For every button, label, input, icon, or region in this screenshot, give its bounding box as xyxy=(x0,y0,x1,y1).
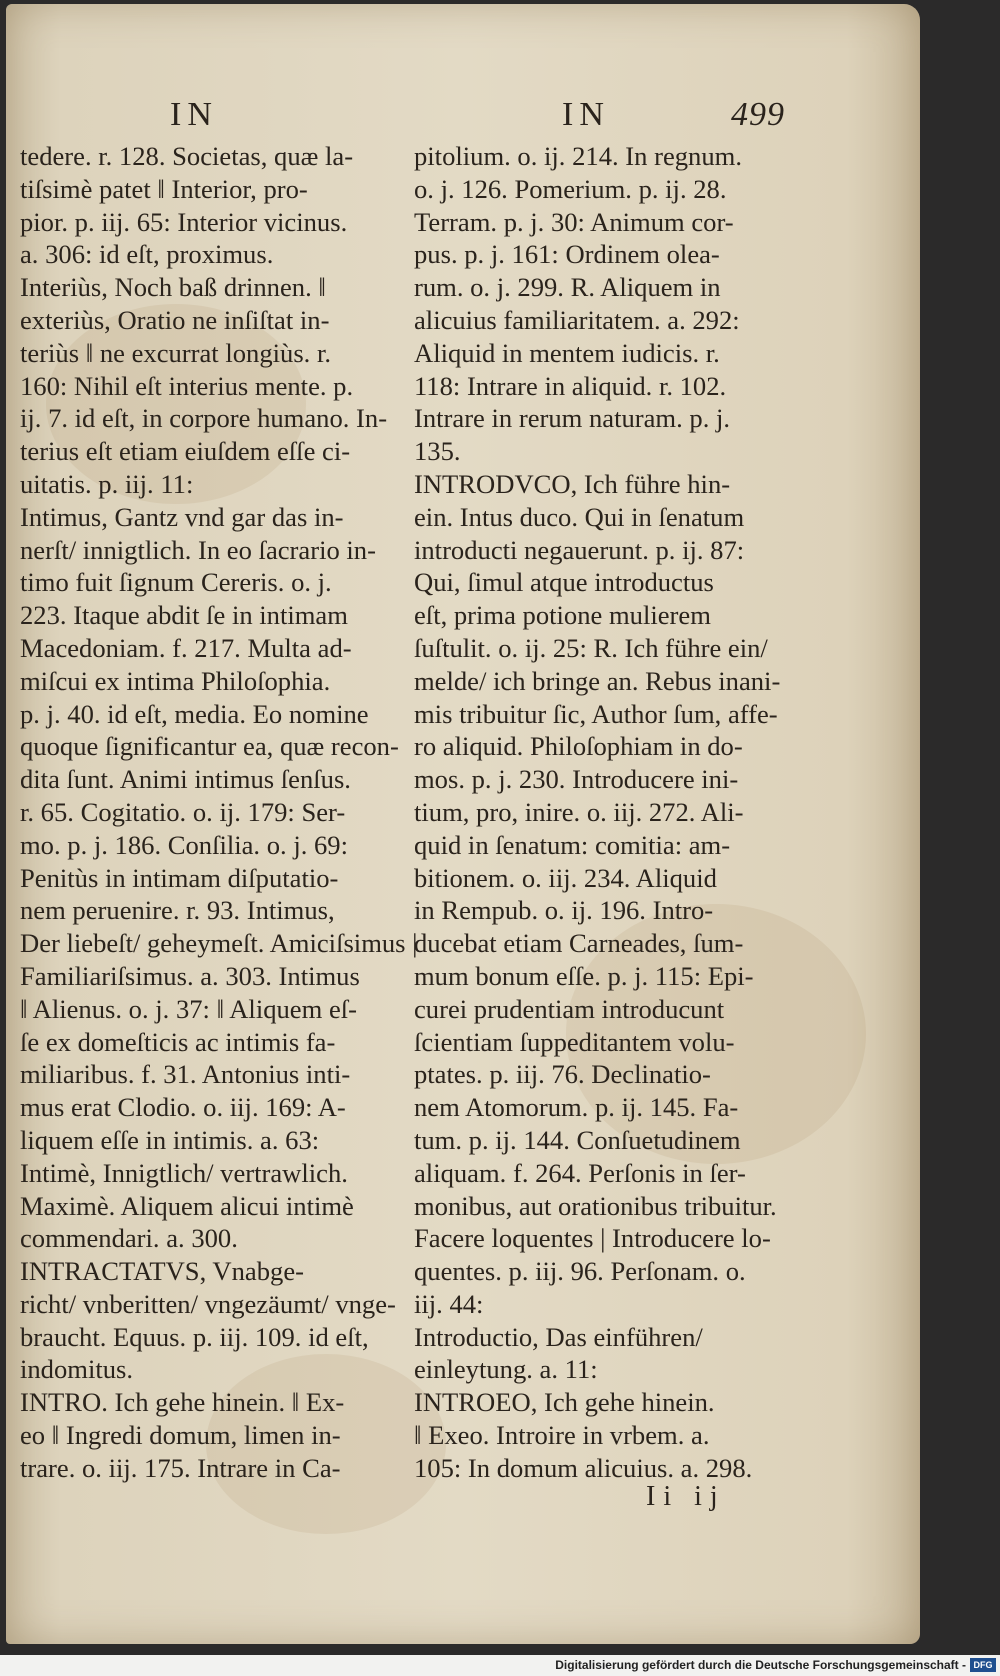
text-line: tium, pro, inire. o. iij. 272. Ali- xyxy=(414,796,744,827)
text-line: INTRO. Ich gehe hinein. ǁ Ex- xyxy=(20,1387,345,1418)
text-line: Intrare in rerum naturam. p. j. xyxy=(414,403,731,434)
header-right-letters: IN xyxy=(562,96,610,133)
text-line: INTRACTATVS, Vnabge- xyxy=(20,1256,304,1287)
text-line: alicuius familiaritatem. a. 292: xyxy=(414,304,740,335)
text-line: mus erat Clodio. o. iij. 169: A- xyxy=(20,1092,346,1123)
text-line: miliaribus. f. 31. Antonius inti- xyxy=(20,1059,351,1090)
text-line: curei prudentiam introducunt xyxy=(414,993,725,1024)
text-line: ǁ Alienus. o. j. 37: ǁ Aliquem eſ- xyxy=(20,993,357,1024)
text-line: tum. p. ij. 144. Conſuetudinem xyxy=(414,1124,741,1155)
text-line: liquem eſſe in intimis. a. 63: xyxy=(20,1124,320,1155)
header-left-letters: IN xyxy=(170,96,218,133)
text-line: ducebat etiam Carneades, ſum- xyxy=(414,928,744,959)
text-line: 105: In domum alicuius. a. 298. xyxy=(414,1452,753,1483)
text-line: ſe ex domeſticis ac intimis fa- xyxy=(20,1026,336,1057)
text-line: ein. Intus duco. Qui in ſenatum xyxy=(414,501,745,532)
text-line: Terram. p. j. 30: Animum cor- xyxy=(414,206,734,237)
text-line: dita ſunt. Animi intimus ſenſus. xyxy=(20,764,351,795)
footer-bar xyxy=(0,1655,1000,1676)
text-line: Intimè, Innigtlich/ vertrawlich. xyxy=(20,1157,348,1188)
text-line: commendari. a. 300. xyxy=(20,1223,238,1254)
text-line: uitatis. p. iij. 11: xyxy=(20,468,194,499)
text-line: rum. o. j. 299. R. Aliquem in xyxy=(414,272,721,303)
text-line: trare. o. iij. 175. Intrare in Ca- xyxy=(20,1452,341,1483)
text-line: Aliquid in mentem iudicis. r. xyxy=(414,337,720,368)
text-line: nerſt/ innigtlich. In eo ſacrario in- xyxy=(20,534,376,565)
text-line: Intimus, Gantz vnd gar das in- xyxy=(20,501,344,532)
text-line: 160: Nihil eſt interius mente. p. xyxy=(20,370,354,401)
text-line: Macedoniam. f. 217. Multa ad- xyxy=(20,632,352,663)
text-line: melde/ ich bringe an. Rebus inani- xyxy=(414,665,781,696)
book-page xyxy=(6,4,920,1644)
text-line: tedere. r. 128. Societas, quæ la- xyxy=(20,141,354,171)
text-line: Penitùs in intimam diſputatio- xyxy=(20,862,339,893)
text-line: miſcui ex intima Philoſophia. xyxy=(20,665,331,696)
text-line: Facere loquentes | Introducere lo- xyxy=(414,1223,771,1254)
text-line: Qui, ſimul atque introductus xyxy=(414,567,714,598)
text-line: ptates. p. iij. 76. Declinatio- xyxy=(414,1059,711,1090)
text-line: ro aliquid. Philoſophiam in do- xyxy=(414,731,743,762)
text-line: pior. p. iij. 65: Interior vicinus. xyxy=(20,206,348,237)
text-line: pitolium. o. ij. 214. In regnum. xyxy=(414,141,742,171)
text-line: INTROEO, Ich gehe hinein. xyxy=(414,1387,715,1418)
footer-credit-text: Digitalisierung gefördert durch die Deutsche Forschungsgemeinschaft - xyxy=(555,1658,966,1672)
text-line: ij. 7. id eſt, in corpore humano. In- xyxy=(20,403,388,434)
text-line: p. j. 40. id eſt, media. Eo nomine xyxy=(20,698,369,729)
text-line: 118: Intrare in aliquid. r. 102. xyxy=(414,370,727,401)
text-line: exteriùs, Oratio ne inſiſtat in- xyxy=(20,304,330,335)
text-line: a. 306: id eſt, proximus. xyxy=(20,239,274,270)
signature-mark: Ii ij xyxy=(646,1481,726,1512)
text-line: mum bonum eſſe. p. j. 115: Epi- xyxy=(414,960,754,991)
text-line: timo fuit ſignum Cereris. o. j. xyxy=(20,567,332,598)
text-line: aliquam. f. 264. Perſonis in ſer- xyxy=(414,1157,746,1188)
text-line: quentes. p. iij. 96. Perſonam. o. xyxy=(414,1256,746,1287)
text-line: o. j. 126. Pomerium. p. ij. 28. xyxy=(414,173,727,204)
running-header xyxy=(6,90,920,140)
text-line: ſcientiam ſuppeditantem volu- xyxy=(414,1026,735,1057)
text-line: mo. p. j. 186. Conſilia. o. j. 69: xyxy=(20,829,348,860)
text-line: ſuſtulit. o. ij. 25: R. Ich führe ein/ xyxy=(414,632,768,663)
text-line: introducti negauerunt. p. ij. 87: xyxy=(414,534,745,565)
text-line: iij. 44: xyxy=(414,1288,484,1319)
text-line: quoque ſignificantur ea, quæ recon- xyxy=(20,731,399,762)
text-line: Interiùs, Noch baß drinnen. ǁ xyxy=(20,272,326,303)
text-line: Familiariſsimus. a. 303. Intimus xyxy=(20,960,360,991)
text-line: teriùs ǁ ne excurrat longiùs. r. xyxy=(20,337,331,368)
text-line: richt/ vnberitten/ vngezäumt/ vnge- xyxy=(20,1288,396,1319)
text-line: mos. p. j. 230. Introducere ini- xyxy=(414,764,739,795)
text-line: eſt, prima potione mulierem xyxy=(414,600,711,631)
text-line: monibus, aut orationibus tribuitur. xyxy=(414,1190,777,1221)
text-line: 223. Itaque abdit ſe in intimam xyxy=(20,600,348,631)
text-line: bitionem. o. iij. 234. Aliquid xyxy=(414,862,717,893)
text-line: eo ǁ Ingredi domum, limen in- xyxy=(20,1420,341,1451)
text-line: pus. p. j. 161: Ordinem olea- xyxy=(414,239,720,270)
text-line: r. 65. Cogitatio. o. ij. 179: Ser- xyxy=(20,796,346,827)
page-number: 499 xyxy=(731,96,785,133)
text-line: INTRODVCO, Ich führe hin- xyxy=(414,468,731,499)
text-line: indomitus. xyxy=(20,1354,134,1385)
text-line: quid in ſenatum: comitia: am- xyxy=(414,829,731,860)
text-line: ǁ Exeo. Introire in vrbem. a. xyxy=(414,1420,710,1451)
text-line: Der liebeſt/ geheymeſt. Amiciſsimus | xyxy=(20,928,418,959)
text-line: einleytung. a. 11: xyxy=(414,1354,598,1385)
text-line: mis tribuitur ſic, Author ſum, affe- xyxy=(414,698,778,729)
text-line: Introductio, Das einführen/ xyxy=(414,1321,703,1352)
text-line: tiſsimè patet ǁ Interior, pro- xyxy=(20,173,308,204)
dfg-logo-icon: DFG xyxy=(970,1658,996,1672)
right-text-column xyxy=(414,140,809,1485)
text-line: nem Atomorum. p. ij. 145. Fa- xyxy=(414,1092,739,1123)
text-line: Maximè. Aliquem alicui intimè xyxy=(20,1190,354,1221)
text-line: terius eſt etiam eiuſdem eſſe ci- xyxy=(20,436,351,467)
text-line: 135. xyxy=(414,436,461,467)
left-text-column xyxy=(20,140,420,1485)
text-line: in Rempub. o. ij. 196. Intro- xyxy=(414,895,714,926)
text-line: nem peruenire. r. 93. Intimus, xyxy=(20,895,335,926)
text-line: braucht. Equus. p. iij. 109. id eſt, xyxy=(20,1321,369,1352)
